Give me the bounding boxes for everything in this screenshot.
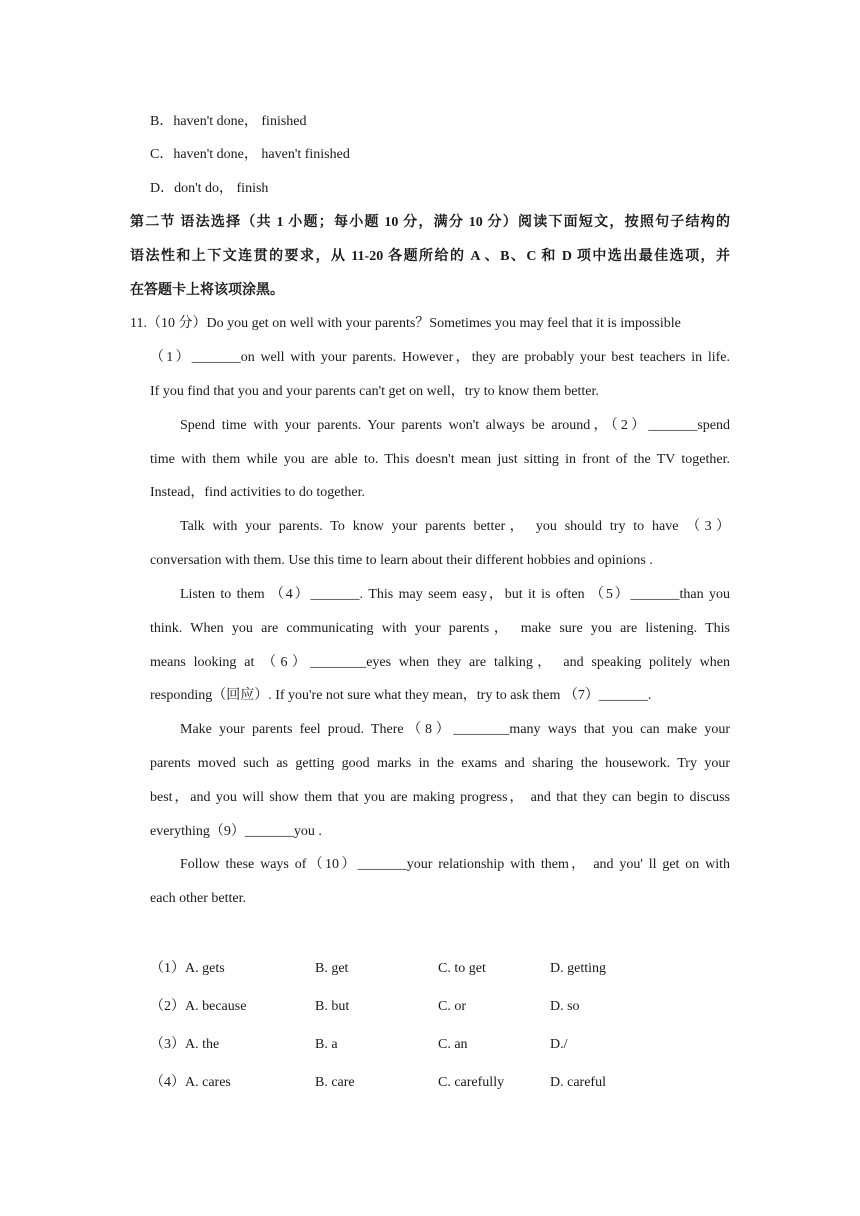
- choice-c: C. an: [438, 1037, 468, 1052]
- choice-a: （3）A. the: [150, 1037, 220, 1052]
- choice-a: （1）A. gets: [150, 961, 225, 976]
- choice-c: C. to get: [438, 961, 486, 976]
- passage-line: If you find that you and your parents can't get on well，try to know them better.: [150, 384, 599, 399]
- choice-d: D. careful: [550, 1075, 606, 1090]
- passage-line: Listen to them （4）_______. This may seem easy，but it is often （5）_______than you: [180, 587, 730, 602]
- passage-line: parents moved such as getting good marks in the exams and sharing the housework. Try your: [150, 756, 730, 771]
- choice-c: C. or: [438, 999, 466, 1014]
- passage-line: each other better.: [150, 891, 247, 906]
- option-c: C．haven't done， haven't finished: [150, 147, 350, 162]
- passage-line: Follow these ways of（10）_______your relationship with them， and you' ll get on with: [180, 857, 730, 872]
- passage-line: think. When you are communicating with your parents， make sure you are listening. This: [150, 621, 730, 636]
- choice-a: （4）A. cares: [150, 1075, 231, 1090]
- choice-b: B. get: [315, 961, 349, 976]
- section-heading-line-2: 语法性和上下文连贯的要求，从 11-20 各题所给的 A 、B、C 和 D 项中选出最佳选项，并: [130, 249, 730, 264]
- passage-line: responding（回应）. If you're not sure what they mean，try to ask them （7）_______.: [150, 688, 652, 703]
- passage-line: Instead，find activities to do together.: [150, 485, 366, 500]
- choice-d: D. getting: [550, 961, 606, 976]
- choice-b: B. a: [315, 1037, 338, 1052]
- passage-line: Talk with your parents. To know your parents better， you should try to have （3）: [180, 519, 730, 534]
- option-b: B．haven't done， finished: [150, 114, 307, 129]
- option-d: D．don't do， finish: [150, 181, 269, 196]
- choice-a: （2）A. because: [150, 999, 247, 1014]
- choice-b: B. but: [315, 999, 350, 1014]
- passage-line: conversation with them. Use this time to learn about their different hobbies and opinions .: [150, 553, 653, 568]
- choice-d: D. so: [550, 999, 580, 1014]
- section-heading-line-1: 第二节 语法选择（共 1 小题；每小题 10 分，满分 10 分）阅读下面短文，按照句子结构的: [130, 215, 730, 230]
- question-stem: 11.（10 分）Do you get on well with your parents？Sometimes you may feel that it is impossible: [130, 316, 681, 331]
- choice-c: C. carefully: [438, 1075, 505, 1090]
- passage-line: （1）_______on well with your parents. However，they are probably your best teachers in life.: [150, 350, 730, 365]
- passage-line: best，and you will show them that you are making progress， and that they can begin to discuss: [150, 790, 730, 805]
- section-heading-line-3: 在答题卡上将该项涂黑。: [130, 283, 284, 298]
- passage-line: time with them while you are able to. This doesn't mean just sitting in front of the TV together.: [150, 452, 730, 467]
- passage-line: means looking at （6）________eyes when they are talking， and speaking politely when: [150, 655, 730, 670]
- passage-line: Spend time with your parents. Your parents won't always be around，（2）_______spend: [180, 418, 730, 433]
- passage-line: Make your parents feel proud. There（8）________many ways that you can make your: [180, 722, 730, 737]
- choice-d: D./: [550, 1037, 568, 1052]
- choice-b: B. care: [315, 1075, 355, 1090]
- passage-line: everything（9）_______you .: [150, 824, 322, 839]
